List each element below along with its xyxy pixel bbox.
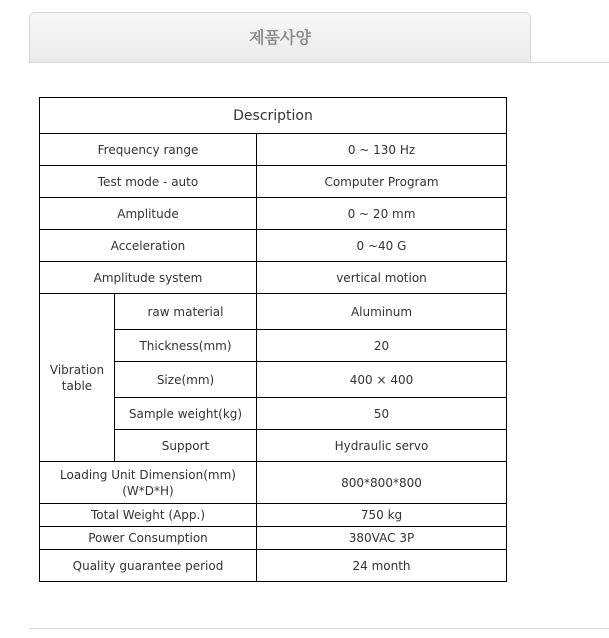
spec-value: 400 × 400: [257, 362, 507, 398]
vibration-table-group-label: [40, 294, 115, 462]
tab-product-spec[interactable]: 제품사양: [29, 12, 531, 62]
spec-label: Test mode - auto: [40, 166, 257, 198]
spec-label: Amplitude system: [40, 262, 257, 294]
spec-label: Support: [115, 430, 257, 462]
spec-value: 24 month: [257, 550, 507, 582]
spec-table: [39, 97, 507, 582]
table-row: [40, 294, 507, 330]
table-row: [40, 262, 507, 294]
spec-label: Acceleration: [40, 230, 257, 262]
spec-value: 0 ~ 130 Hz: [257, 134, 507, 166]
table-header: Description: [40, 98, 507, 134]
spec-value: vertical motion: [257, 262, 507, 294]
spec-value: 800*800*800: [257, 462, 507, 504]
spec-value: Hydraulic servo: [257, 430, 507, 462]
spec-value: 380VAC 3P: [257, 527, 507, 550]
spec-value: 0 ~ 20 mm: [257, 198, 507, 230]
spec-value: 50: [257, 398, 507, 430]
spec-value: 0 ~40 G: [257, 230, 507, 262]
spec-label: raw material: [115, 294, 257, 330]
table-row: [40, 230, 507, 262]
tab-divider: [29, 62, 609, 63]
group-label-line: table: [61, 378, 93, 393]
table-row: [40, 527, 507, 550]
table-row: [40, 550, 507, 582]
spec-value: 750 kg: [257, 504, 507, 527]
table-row: [40, 134, 507, 166]
table-row: [40, 166, 507, 198]
table-row: [40, 198, 507, 230]
spec-label-line: Loading Unit Dimension(mm): [60, 467, 236, 482]
spec-label: [40, 462, 257, 504]
spec-label: Power Consumption: [40, 527, 257, 550]
spec-label: Quality guarantee period: [40, 550, 257, 582]
table-header-row: [40, 98, 507, 134]
bottom-divider: [29, 628, 609, 629]
spec-value: Aluminum: [257, 294, 507, 330]
spec-value: 20: [257, 330, 507, 362]
spec-label-line: (W*D*H): [122, 483, 174, 498]
table-row: [40, 504, 507, 527]
group-label-line: Vibration: [49, 362, 105, 377]
spec-label: Size(mm): [115, 362, 257, 398]
spec-value: Computer Program: [257, 166, 507, 198]
table-row: [40, 462, 507, 504]
spec-label: Sample weight(kg): [115, 398, 257, 430]
spec-label: Frequency range: [40, 134, 257, 166]
spec-label: Amplitude: [40, 198, 257, 230]
spec-label: Thickness(mm): [115, 330, 257, 362]
spec-label: Total Weight (App.): [40, 504, 257, 527]
